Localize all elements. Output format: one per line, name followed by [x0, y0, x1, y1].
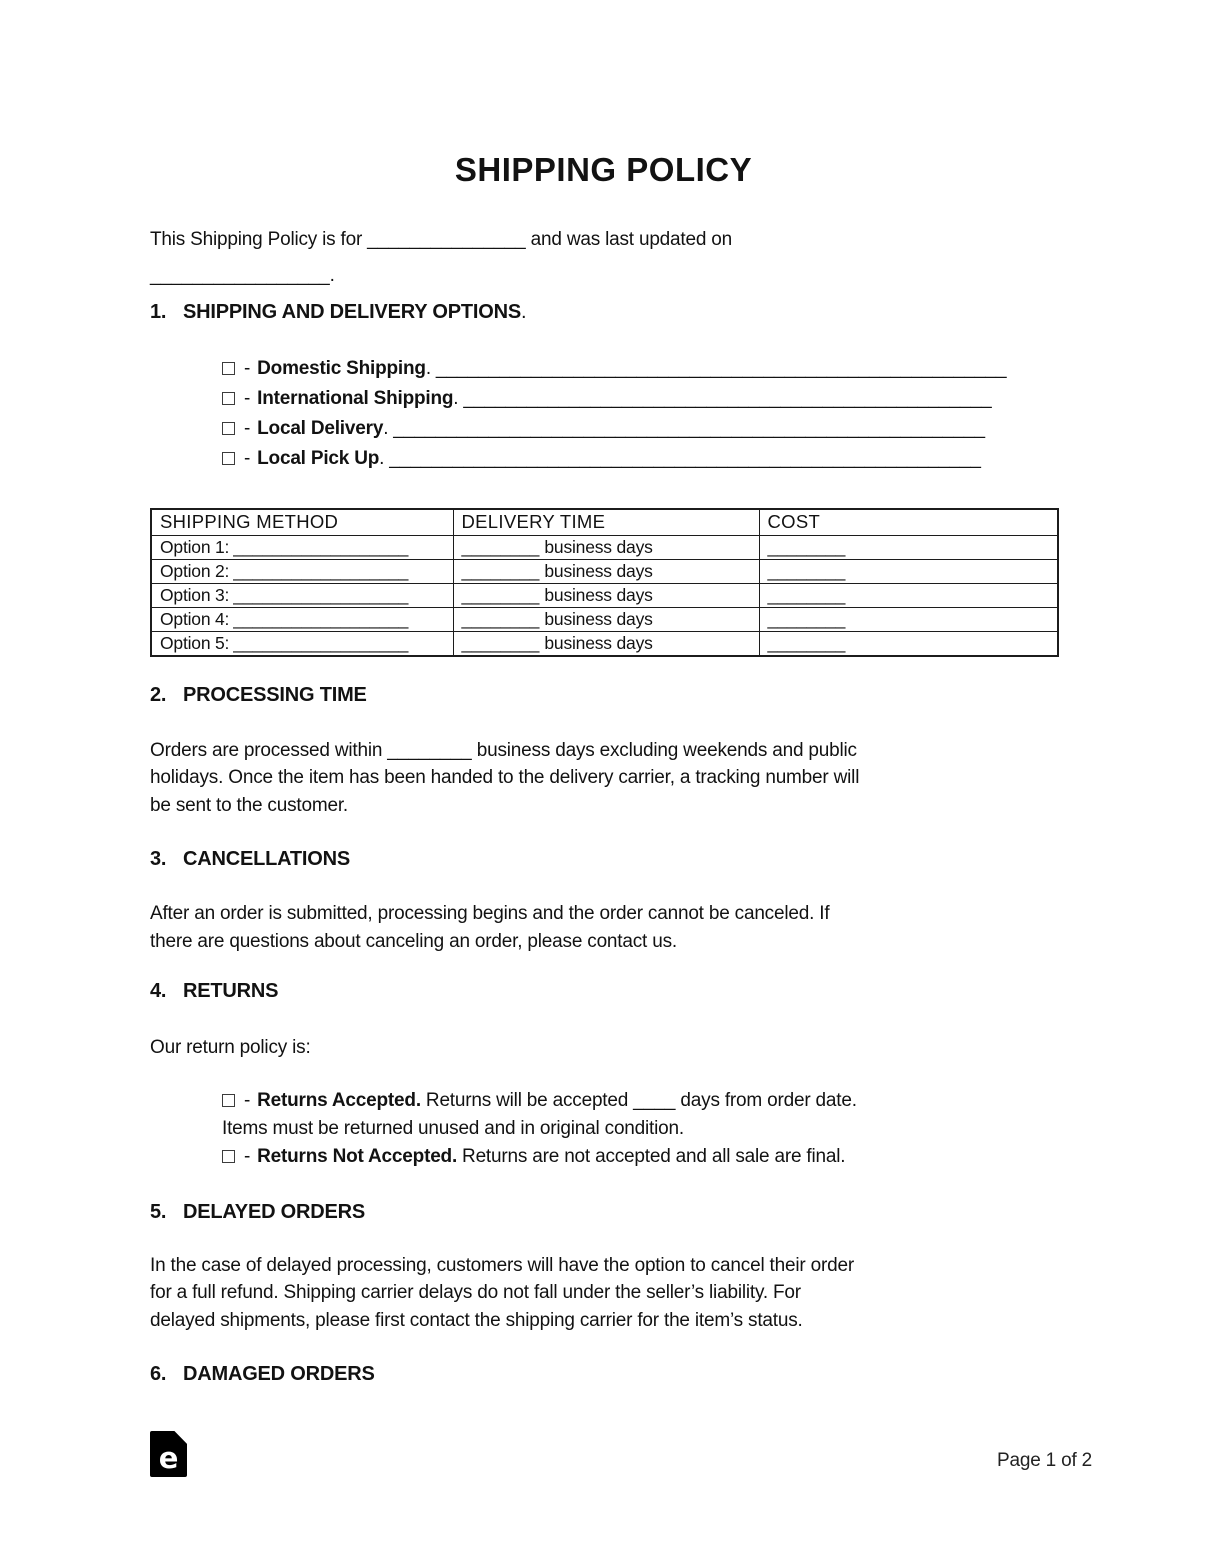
option-text: Returns will be accepted — [425, 1089, 629, 1111]
paragraph-text: Orders are processed within — [150, 739, 383, 761]
section-title: RETURNS — [183, 980, 279, 1002]
checkbox-option-international-shipping — [222, 384, 1057, 414]
paragraph-line: In the case of delayed processing, customers will have the option to cancel their order — [150, 1254, 854, 1276]
paragraph-line: for a full refund. Shipping carrier delays do not fall under the seller’s liability. For — [150, 1282, 801, 1303]
section-title: DAMAGED ORDERS — [183, 1363, 375, 1385]
time-blank[interactable]: ________ — [461, 536, 540, 557]
cost-blank[interactable]: ________ — [767, 584, 846, 605]
time-label: business days — [544, 536, 653, 557]
paragraph-line: there are questions about canceling an order, please contact us. — [150, 930, 677, 952]
time-blank[interactable]: ________ — [461, 584, 540, 605]
option-text: Returns are not accepted and all sale are final. — [462, 1145, 846, 1167]
dash: - — [244, 1089, 251, 1111]
returns-options-list — [222, 1087, 1057, 1171]
section-title: SHIPPING AND DELIVERY OPTIONS — [183, 301, 521, 323]
cost-cell — [759, 535, 1058, 559]
option-period: . — [425, 358, 431, 379]
intro-paragraph — [150, 222, 1057, 294]
cost-cell — [759, 559, 1058, 583]
cost-blank[interactable]: ________ — [767, 608, 846, 629]
option-label: Option 2: — [160, 560, 230, 581]
method-blank[interactable]: __________________ — [233, 536, 409, 557]
updated-on-blank[interactable]: _________________ — [150, 265, 330, 286]
section-heading-cancellations — [150, 847, 1057, 871]
section-title-period: . — [520, 301, 527, 323]
method-cell — [151, 535, 453, 559]
returns-intro-line: Our return policy is: — [150, 1037, 311, 1058]
checkbox-option-local-delivery — [222, 414, 1057, 444]
paragraph-line: be sent to the customer. — [150, 794, 348, 816]
local-delivery-blank[interactable]: ________________________________________________________ — [393, 418, 986, 439]
table-row — [151, 583, 1058, 607]
method-blank[interactable]: __________________ — [233, 560, 409, 581]
cancellations-paragraph — [150, 900, 1057, 955]
checkbox-icon[interactable] — [222, 452, 235, 465]
logo-letter: e — [158, 1441, 179, 1475]
header-cost: COST — [759, 509, 1058, 535]
checkbox-icon[interactable] — [222, 1150, 235, 1163]
option-label: Returns Accepted. — [257, 1089, 421, 1111]
paragraph-line: delayed shipments, please first contact the shipping carrier for the item’s status. — [150, 1309, 803, 1331]
time-cell — [453, 583, 759, 607]
cost-blank[interactable]: ________ — [767, 560, 846, 581]
time-label: business days — [544, 584, 653, 605]
section-title: PROCESSING TIME — [183, 683, 367, 706]
cost-blank[interactable]: ________ — [767, 632, 846, 653]
header-delivery-time: DELIVERY TIME — [453, 509, 759, 535]
dash: - — [244, 358, 251, 379]
time-cell — [453, 631, 759, 656]
time-blank[interactable]: ________ — [461, 560, 540, 581]
checkbox-option-local-pick-up — [222, 444, 1057, 474]
table-row — [151, 535, 1058, 559]
international-shipping-blank[interactable]: __________________________________________________ — [463, 388, 992, 409]
option-label: Option 3: — [160, 584, 230, 605]
section-heading-delayed-orders — [150, 1200, 1057, 1224]
section-heading-shipping-options — [150, 300, 1057, 324]
header-shipping-method: SHIPPING METHOD — [151, 509, 453, 535]
processing-time-paragraph — [150, 737, 1057, 820]
method-blank[interactable]: __________________ — [233, 584, 409, 605]
section-title: DELAYED ORDERS — [183, 1200, 366, 1223]
method-blank[interactable]: __________________ — [233, 608, 409, 629]
option-period: . — [453, 388, 459, 409]
time-cell — [453, 559, 759, 583]
dash: - — [244, 418, 251, 439]
section-number: 6. — [150, 1363, 167, 1385]
checkbox-icon[interactable] — [222, 422, 235, 435]
delayed-orders-paragraph — [150, 1252, 1057, 1335]
table-row — [151, 559, 1058, 583]
method-blank[interactable]: __________________ — [233, 632, 409, 653]
option-label: International Shipping — [257, 388, 454, 409]
cost-cell — [759, 583, 1058, 607]
intro-line-2 — [150, 258, 1057, 294]
option-label: Local Delivery — [257, 418, 384, 439]
intro-text: This Shipping Policy is for — [150, 229, 363, 250]
intro-period: . — [329, 265, 335, 286]
time-label: business days — [544, 608, 653, 629]
page-indicator: Page 1 of 2 — [997, 1450, 1092, 1471]
table-row — [151, 607, 1058, 631]
section-title: CANCELLATIONS — [183, 848, 351, 870]
cost-blank[interactable]: ________ — [767, 536, 846, 557]
paragraph-text: business days excluding weekends and public — [476, 739, 857, 761]
time-label: business days — [544, 632, 653, 653]
method-cell — [151, 607, 453, 631]
checkbox-icon[interactable] — [222, 1094, 235, 1107]
method-cell — [151, 631, 453, 656]
paragraph-line: After an order is submitted, processing begins and the order cannot be canceled. If — [150, 903, 830, 924]
table-header-row — [151, 509, 1058, 535]
option-label: Option 4: — [160, 608, 230, 629]
shipping-options-list — [150, 354, 1057, 474]
checkbox-icon[interactable] — [222, 362, 235, 375]
section-number: 1. — [150, 301, 167, 323]
paragraph-line: holidays. Once the item has been handed to the delivery carrier, a tracking number will — [150, 767, 860, 788]
cost-cell — [759, 607, 1058, 631]
returns-accepted-continuation: Items must be returned unused and in original condition. — [222, 1117, 684, 1139]
time-cell — [453, 607, 759, 631]
cost-cell — [759, 631, 1058, 656]
paragraph-line — [150, 737, 1057, 765]
option-label: Local Pick Up — [257, 448, 380, 469]
checkbox-option-returns-not-accepted — [222, 1143, 1057, 1171]
section-heading-returns — [150, 979, 1057, 1003]
time-label: business days — [544, 560, 653, 581]
option-label: Option 5: — [160, 632, 230, 653]
domestic-shipping-blank[interactable]: ______________________________________________________ — [435, 358, 1007, 379]
policy-for-blank[interactable]: _______________ — [367, 229, 526, 250]
dash: - — [244, 388, 251, 409]
dash: - — [244, 1145, 251, 1167]
time-blank[interactable]: ________ — [461, 608, 540, 629]
dash: - — [244, 448, 251, 469]
local-pick-up-blank[interactable]: ________________________________________________________ — [389, 448, 981, 469]
return-days-blank[interactable]: ____ — [633, 1089, 676, 1111]
method-cell — [151, 559, 453, 583]
section-heading-damaged-orders — [150, 1362, 1057, 1386]
section-number: 3. — [150, 848, 167, 870]
option-period: . — [379, 448, 385, 469]
table-row — [151, 631, 1058, 656]
intro-text-rest: and was last updated on — [530, 229, 733, 250]
method-cell — [151, 583, 453, 607]
checkbox-icon[interactable] — [222, 392, 235, 405]
time-cell — [453, 535, 759, 559]
option-text: days from order date. — [680, 1089, 857, 1111]
section-number: 5. — [150, 1200, 167, 1223]
intro-line-1 — [150, 222, 1057, 258]
checkbox-option-domestic-shipping — [222, 354, 1057, 384]
time-blank[interactable]: ________ — [461, 632, 540, 653]
section-heading-processing-time — [150, 683, 1057, 707]
checkbox-option-returns-accepted — [222, 1087, 1057, 1115]
option-label: Returns Not Accepted. — [257, 1145, 458, 1167]
option-label: Option 1: — [160, 536, 230, 557]
section-number: 2. — [150, 683, 167, 706]
option-period: . — [383, 418, 389, 439]
processing-days-blank[interactable]: ________ — [387, 739, 472, 761]
eforms-logo — [150, 1431, 187, 1477]
shipping-methods-table — [150, 508, 1059, 657]
option-label: Domestic Shipping — [257, 358, 426, 379]
section-number: 4. — [150, 980, 167, 1002]
page-title: SHIPPING POLICY — [454, 151, 753, 188]
